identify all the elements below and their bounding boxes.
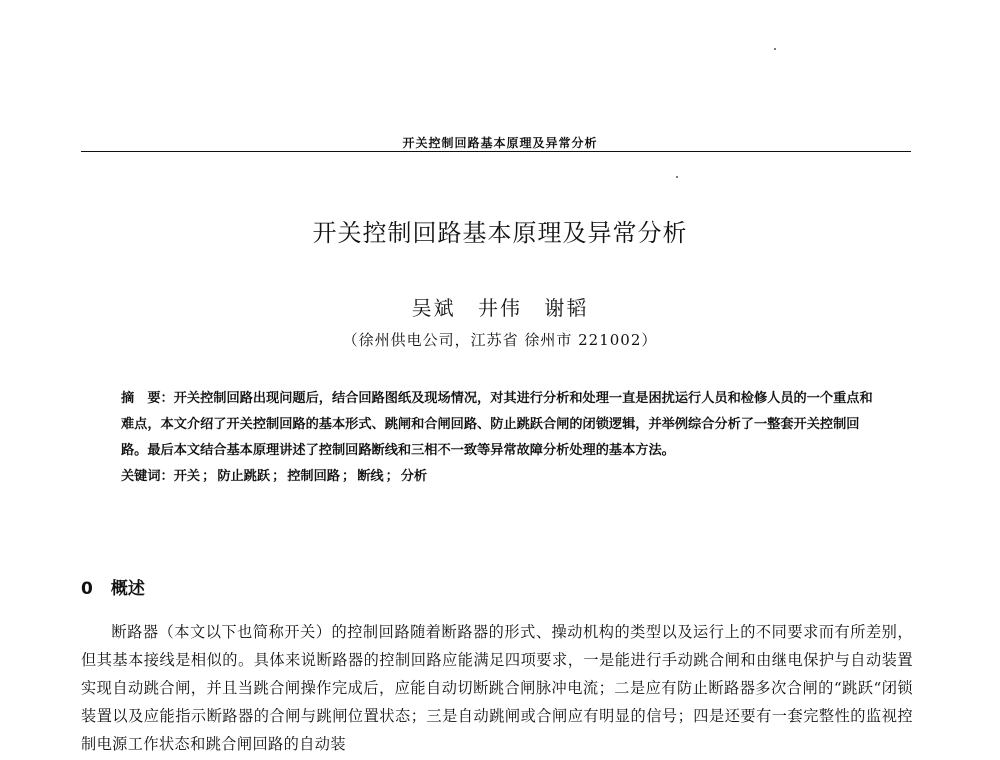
author-name: 井伟 [478, 296, 522, 320]
header-rule [81, 151, 911, 152]
authors-line [0, 292, 1000, 321]
author-name: 谢韬 [544, 296, 589, 320]
keyword: 断线 [357, 469, 384, 484]
body-text [81, 618, 913, 758]
abstract-text: 开关控制回路出现问题后，结合回路图纸及现场情况，对其进行分析和处理一直是困扰运行人员和检修人员的一个重点和难点，本文介绍了开关控制回路的基本形式、跳闸和合闸回路、防止跳跃合闸的闭锁逻辑，并举例综合分析了一整套开关控制回路。最后本文结合基本原理讲述了控制回路断线和三相不一致等异常故障分析处理的基本方法。 [121, 391, 873, 458]
affiliation: （徐州供电公司，江苏省 徐州市 221002） [342, 331, 658, 349]
keyword: 开关 [173, 469, 201, 484]
keywords-label: 关键词： [121, 469, 174, 484]
scan-speck [676, 176, 678, 178]
section-number: 0 [81, 579, 93, 599]
abstract-block [121, 386, 881, 490]
section-heading [81, 574, 145, 599]
scan-speck [774, 48, 776, 50]
author-name: 吴斌 [411, 296, 456, 320]
body-paragraph: 断路器（本文以下也简称开关）的控制回路随着断路器的形式、操动机构的类型以及运行上的不同要求而有所差别，但其基本接线是相似的。具体来说断路器的控制回路应能满足四项要求，一是能进行手动跳合闸和由继电保护与自动装置实现自动跳合闸，并且当跳合闸操作完成后，应能自动切断跳合闸脉冲电流；二是应有防止断路器多次合闸的“跳跃“闭锁装置以及应能指示断路器的合闸与跳闸位置状态；三是自动跳闸或合闸应有明显的信号；四是还要有一套完整性的监视控制电源工作状态和跳合闸回路的自动装 [81, 623, 913, 753]
keyword: 控制回路 [287, 469, 340, 484]
keyword: 分析 [400, 469, 428, 484]
article-title: 开关控制回路基本原理及异常分析 [312, 219, 688, 247]
running-header: 开关控制回路基本原理及异常分析 [402, 136, 598, 150]
keyword: 防止跳跃 [217, 469, 271, 484]
section-title: 概述 [110, 579, 145, 599]
abstract-paragraph [121, 386, 881, 464]
keywords-line: 关键词：开关 ； 防止跳跃 ； 控制回路 ； 断线 ； 分析 [121, 469, 428, 484]
abstract-label: 摘 要： [121, 391, 174, 406]
